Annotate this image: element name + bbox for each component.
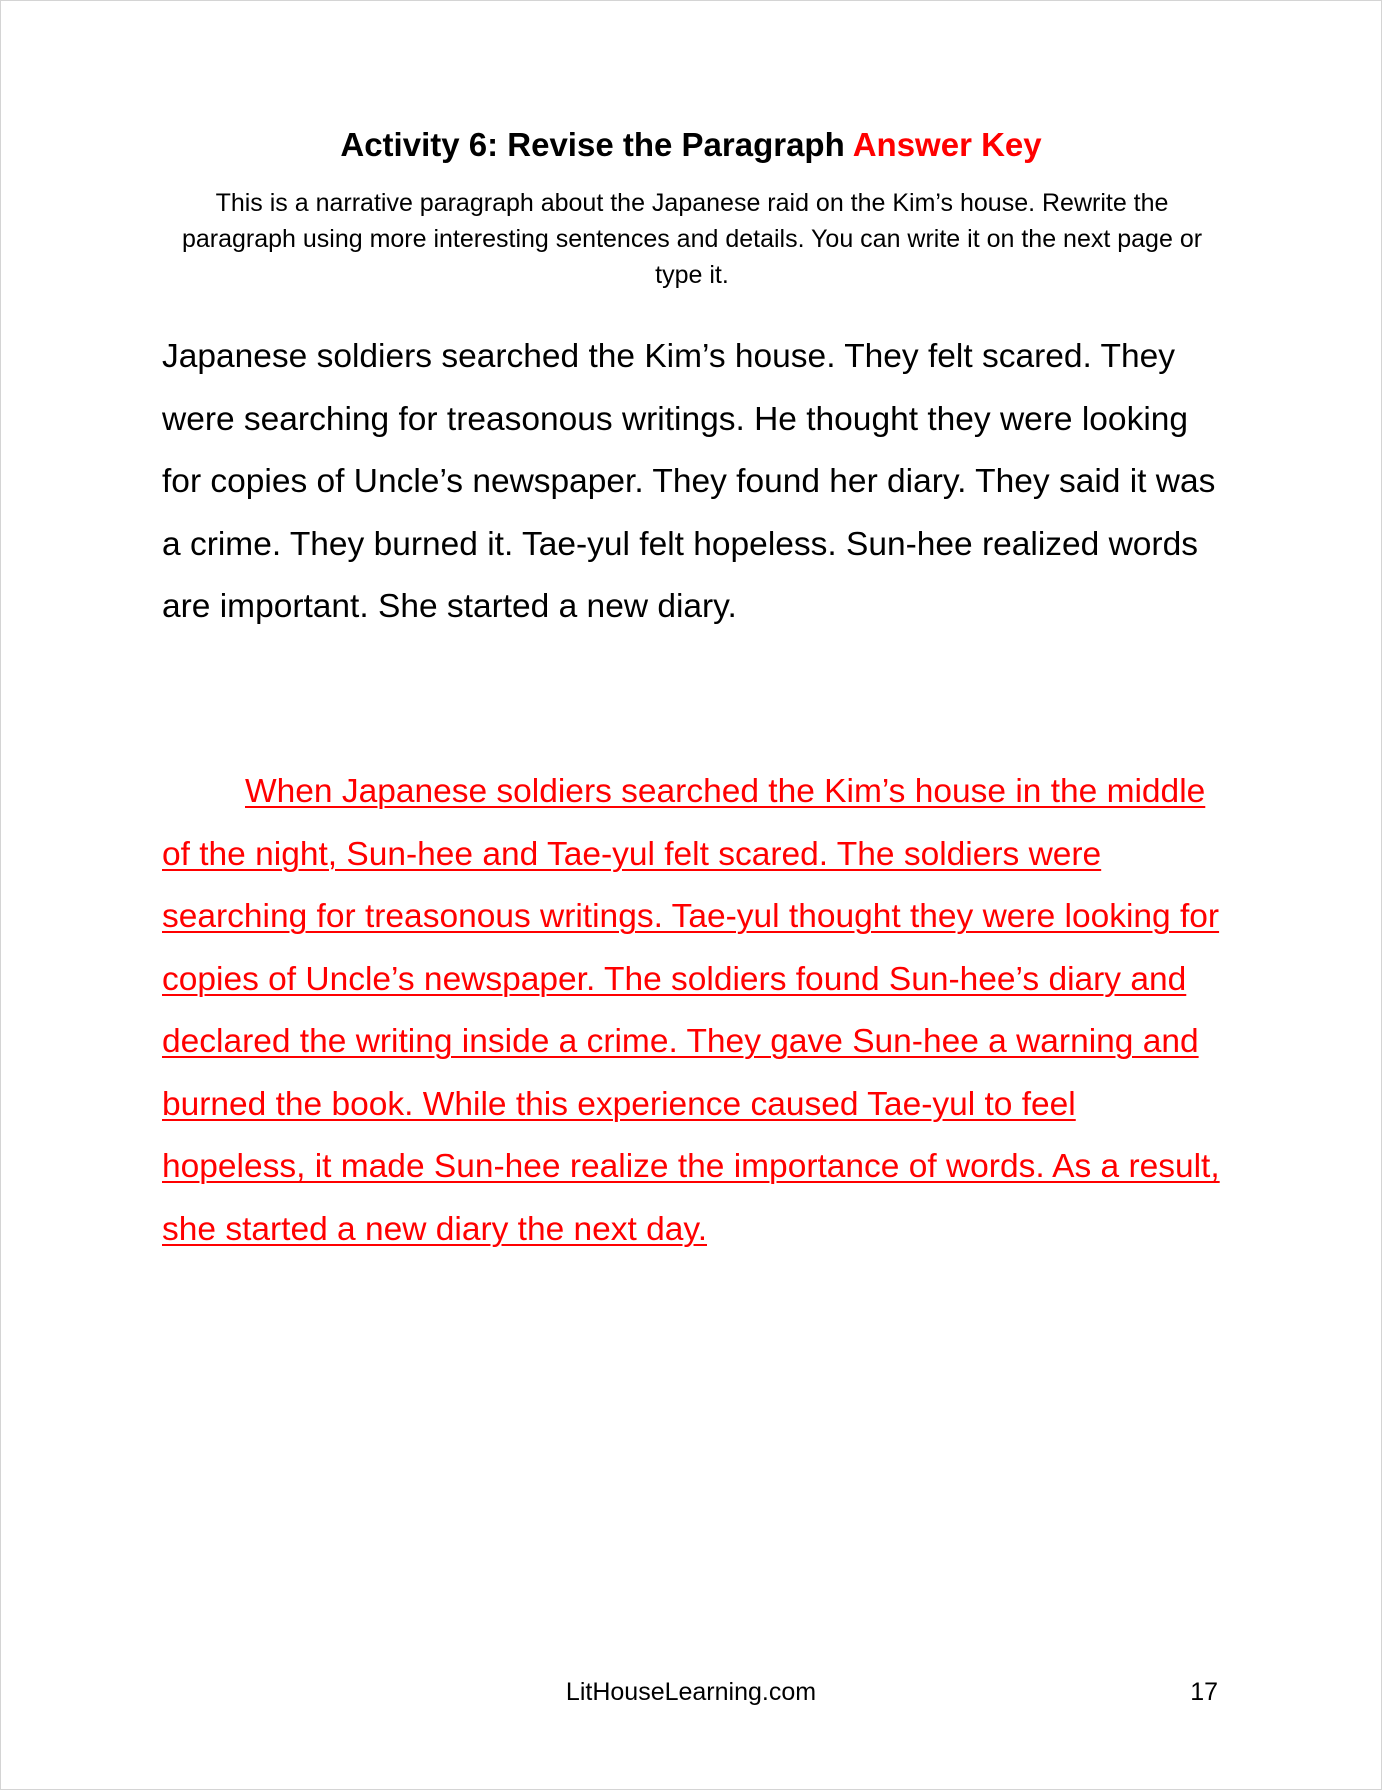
answer-key-label: Answer Key (852, 126, 1042, 163)
footer-website: LitHouseLearning.com (565, 1678, 817, 1706)
instructions-text: This is a narrative paragraph about the Japanese raid on the Kim’s house. Rewrite the paragraph using more interesting sentences and details. You can write it on the next page or type it. (181, 189, 1203, 289)
page-title (1, 123, 1381, 167)
revised-paragraph-answer: When Japanese soldiers searched the Kim’s house in the middle of the night, Sun-hee and Tae-yul felt scared. The soldiers were searching for treasonous writings. Tae-yul thought they were looking for copies of Uncle’s newspaper. The soldiers found Sun-hee’s diary and declared the writing inside a crime. They gave Sun-hee a warning and burned the book. While this experience caused Tae-yul to feel hopeless, it made Sun-hee realize the importance of words. As a result, she started a new diary the next day. (162, 773, 1220, 1248)
page-number: 17 (1190, 1678, 1218, 1706)
original-paragraph: Japanese soldiers searched the Kim’s house. They felt scared. They were searching for treasonous writings. He thought they were looking for copies of Uncle’s newspaper. They found her diary. They said it was a crime. They burned it. Tae-yul felt hopeless. Sun-hee realized words are important. She started a new diary. (162, 338, 1216, 625)
title-main: Activity 6: Revise the Paragraph (340, 126, 845, 163)
